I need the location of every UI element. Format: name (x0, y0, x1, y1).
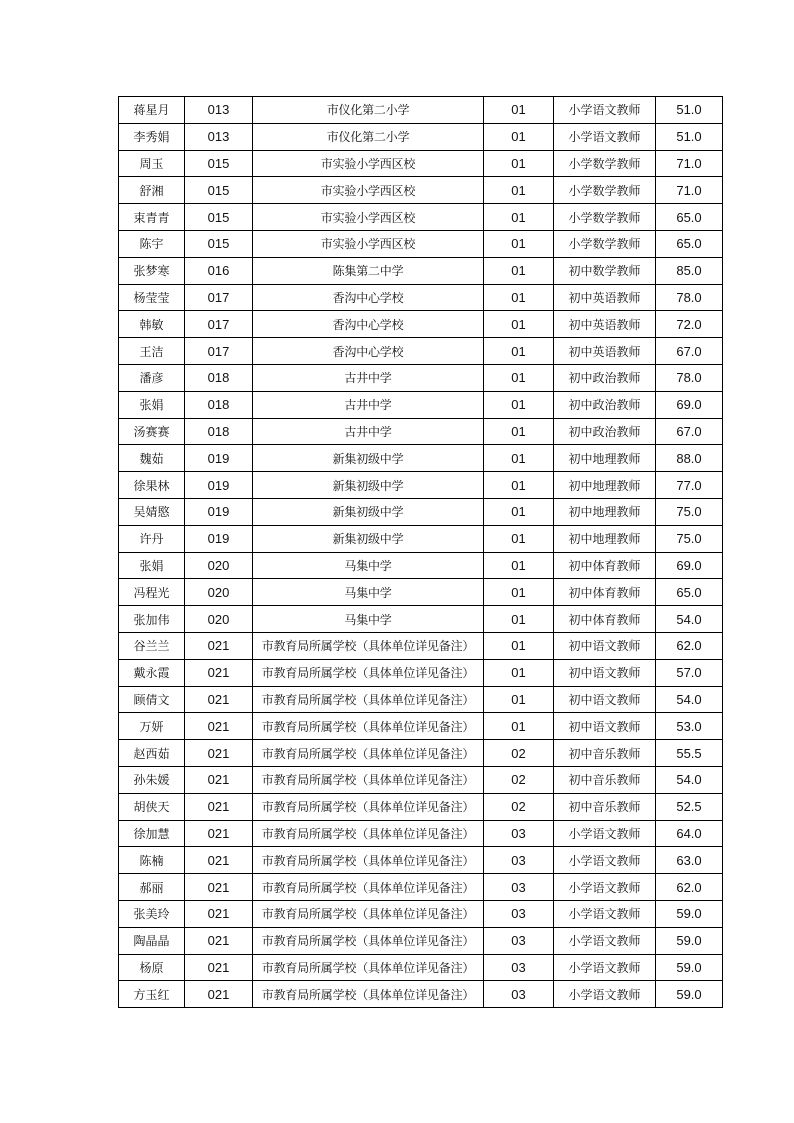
unit-code-cell: 015 (185, 204, 253, 231)
table-row (119, 713, 723, 740)
recruiting-unit-cell: 市仪化第二小学 (253, 123, 484, 150)
position-name-cell: 初中音乐教师 (554, 740, 656, 767)
table-row (119, 177, 723, 204)
post-code-cell: 03 (484, 874, 554, 901)
post-code-cell: 01 (484, 97, 554, 124)
unit-code-cell: 017 (185, 284, 253, 311)
recruiting-unit-cell: 市实验小学西区校 (253, 177, 484, 204)
unit-code-cell: 019 (185, 525, 253, 552)
candidate-name-cell: 陶晶晶 (119, 927, 185, 954)
table-row (119, 498, 723, 525)
post-code-cell: 01 (484, 257, 554, 284)
table-row (119, 579, 723, 606)
unit-code-cell: 021 (185, 659, 253, 686)
candidate-name-cell: 韩敏 (119, 311, 185, 338)
score-cell: 64.0 (656, 820, 723, 847)
recruiting-unit-cell: 市教育局所属学校（具体单位详见备注） (253, 874, 484, 901)
unit-code-cell: 021 (185, 632, 253, 659)
unit-code-cell: 021 (185, 927, 253, 954)
candidate-name-cell: 张美玲 (119, 900, 185, 927)
position-name-cell: 初中音乐教师 (554, 793, 656, 820)
position-name-cell: 初中政治教师 (554, 418, 656, 445)
post-code-cell: 01 (484, 525, 554, 552)
unit-code-cell: 020 (185, 552, 253, 579)
table-row (119, 552, 723, 579)
candidate-name-cell: 张娟 (119, 552, 185, 579)
table-row (119, 150, 723, 177)
table-row (119, 418, 723, 445)
unit-code-cell: 020 (185, 579, 253, 606)
position-name-cell: 小学语文教师 (554, 954, 656, 981)
unit-code-cell: 021 (185, 740, 253, 767)
score-cell: 54.0 (656, 606, 723, 633)
recruiting-unit-cell: 市教育局所属学校（具体单位详见备注） (253, 793, 484, 820)
recruiting-unit-cell: 新集初级中学 (253, 498, 484, 525)
post-code-cell: 02 (484, 766, 554, 793)
unit-code-cell: 021 (185, 713, 253, 740)
table-row (119, 445, 723, 472)
table-row (119, 793, 723, 820)
recruiting-unit-cell: 市教育局所属学校（具体单位详见备注） (253, 766, 484, 793)
table-row (119, 284, 723, 311)
unit-code-cell: 021 (185, 981, 253, 1008)
recruiting-unit-cell: 市教育局所属学校（具体单位详见备注） (253, 659, 484, 686)
candidate-name-cell: 周玉 (119, 150, 185, 177)
results-table (118, 96, 723, 1008)
candidate-name-cell: 赵西茹 (119, 740, 185, 767)
unit-code-cell: 013 (185, 97, 253, 124)
position-name-cell: 小学语文教师 (554, 123, 656, 150)
unit-code-cell: 019 (185, 445, 253, 472)
candidate-name-cell: 王洁 (119, 338, 185, 365)
score-cell: 62.0 (656, 874, 723, 901)
score-cell: 65.0 (656, 204, 723, 231)
table-row (119, 391, 723, 418)
unit-code-cell: 021 (185, 954, 253, 981)
candidate-name-cell: 徐果林 (119, 472, 185, 499)
post-code-cell: 01 (484, 391, 554, 418)
score-cell: 78.0 (656, 364, 723, 391)
position-name-cell: 初中英语教师 (554, 284, 656, 311)
post-code-cell: 01 (484, 177, 554, 204)
candidate-name-cell: 许丹 (119, 525, 185, 552)
post-code-cell: 01 (484, 606, 554, 633)
candidate-name-cell: 舒湘 (119, 177, 185, 204)
table-row (119, 927, 723, 954)
candidate-name-cell: 万妍 (119, 713, 185, 740)
position-name-cell: 小学语文教师 (554, 97, 656, 124)
position-name-cell: 小学语文教师 (554, 820, 656, 847)
table-row (119, 740, 723, 767)
recruiting-unit-cell: 香沟中心学校 (253, 311, 484, 338)
candidate-name-cell: 徐加慧 (119, 820, 185, 847)
unit-code-cell: 015 (185, 177, 253, 204)
candidate-name-cell: 张加伟 (119, 606, 185, 633)
candidate-name-cell: 胡侠天 (119, 793, 185, 820)
score-cell: 67.0 (656, 418, 723, 445)
post-code-cell: 03 (484, 820, 554, 847)
candidate-name-cell: 孙朱媛 (119, 766, 185, 793)
recruiting-unit-cell: 市教育局所属学校（具体单位详见备注） (253, 954, 484, 981)
score-cell: 72.0 (656, 311, 723, 338)
table-row (119, 364, 723, 391)
table-row (119, 954, 723, 981)
post-code-cell: 01 (484, 445, 554, 472)
position-name-cell: 初中音乐教师 (554, 766, 656, 793)
table-row (119, 338, 723, 365)
recruiting-unit-cell: 马集中学 (253, 606, 484, 633)
table-row (119, 204, 723, 231)
score-cell: 59.0 (656, 954, 723, 981)
score-cell: 53.0 (656, 713, 723, 740)
unit-code-cell: 021 (185, 900, 253, 927)
position-name-cell: 初中地理教师 (554, 498, 656, 525)
table-row (119, 230, 723, 257)
recruiting-unit-cell: 市实验小学西区校 (253, 230, 484, 257)
post-code-cell: 01 (484, 713, 554, 740)
post-code-cell: 01 (484, 284, 554, 311)
post-code-cell: 01 (484, 579, 554, 606)
unit-code-cell: 021 (185, 793, 253, 820)
candidate-name-cell: 顾倩文 (119, 686, 185, 713)
post-code-cell: 01 (484, 311, 554, 338)
recruiting-unit-cell: 市教育局所属学校（具体单位详见备注） (253, 740, 484, 767)
candidate-name-cell: 张梦寒 (119, 257, 185, 284)
candidate-name-cell: 郝丽 (119, 874, 185, 901)
score-cell: 51.0 (656, 123, 723, 150)
post-code-cell: 01 (484, 472, 554, 499)
post-code-cell: 02 (484, 740, 554, 767)
position-name-cell: 初中地理教师 (554, 525, 656, 552)
recruiting-unit-cell: 新集初级中学 (253, 445, 484, 472)
position-name-cell: 初中语文教师 (554, 659, 656, 686)
score-cell: 52.5 (656, 793, 723, 820)
table-row (119, 606, 723, 633)
post-code-cell: 03 (484, 927, 554, 954)
recruiting-unit-cell: 古井中学 (253, 364, 484, 391)
post-code-cell: 01 (484, 364, 554, 391)
unit-code-cell: 021 (185, 766, 253, 793)
unit-code-cell: 015 (185, 230, 253, 257)
position-name-cell: 初中英语教师 (554, 338, 656, 365)
position-name-cell: 初中数学教师 (554, 257, 656, 284)
score-cell: 65.0 (656, 230, 723, 257)
candidate-name-cell: 束青青 (119, 204, 185, 231)
recruiting-unit-cell: 香沟中心学校 (253, 338, 484, 365)
position-name-cell: 初中语文教师 (554, 686, 656, 713)
score-cell: 54.0 (656, 686, 723, 713)
position-name-cell: 小学数学教师 (554, 177, 656, 204)
post-code-cell: 01 (484, 123, 554, 150)
score-cell: 75.0 (656, 498, 723, 525)
score-cell: 59.0 (656, 981, 723, 1008)
recruiting-unit-cell: 市教育局所属学校（具体单位详见备注） (253, 847, 484, 874)
position-name-cell: 初中英语教师 (554, 311, 656, 338)
candidate-name-cell: 杨莹莹 (119, 284, 185, 311)
score-cell: 75.0 (656, 525, 723, 552)
recruiting-unit-cell: 马集中学 (253, 552, 484, 579)
position-name-cell: 初中政治教师 (554, 364, 656, 391)
recruiting-unit-cell: 新集初级中学 (253, 472, 484, 499)
unit-code-cell: 015 (185, 150, 253, 177)
post-code-cell: 01 (484, 204, 554, 231)
post-code-cell: 01 (484, 686, 554, 713)
position-name-cell: 小学数学教师 (554, 204, 656, 231)
table-row (119, 820, 723, 847)
unit-code-cell: 021 (185, 847, 253, 874)
score-cell: 63.0 (656, 847, 723, 874)
recruiting-unit-cell: 古井中学 (253, 418, 484, 445)
post-code-cell: 03 (484, 900, 554, 927)
score-cell: 59.0 (656, 927, 723, 954)
table-row (119, 766, 723, 793)
unit-code-cell: 020 (185, 606, 253, 633)
post-code-cell: 01 (484, 150, 554, 177)
post-code-cell: 03 (484, 981, 554, 1008)
candidate-name-cell: 李秀娟 (119, 123, 185, 150)
recruiting-unit-cell: 古井中学 (253, 391, 484, 418)
candidate-name-cell: 蒋星月 (119, 97, 185, 124)
table-row (119, 525, 723, 552)
table-row (119, 97, 723, 124)
unit-code-cell: 016 (185, 257, 253, 284)
post-code-cell: 02 (484, 793, 554, 820)
score-cell: 65.0 (656, 579, 723, 606)
post-code-cell: 01 (484, 552, 554, 579)
position-name-cell: 小学语文教师 (554, 900, 656, 927)
candidate-name-cell: 戴永霞 (119, 659, 185, 686)
table-row (119, 847, 723, 874)
unit-code-cell: 017 (185, 311, 253, 338)
score-cell: 59.0 (656, 900, 723, 927)
position-name-cell: 初中体育教师 (554, 579, 656, 606)
score-cell: 78.0 (656, 284, 723, 311)
position-name-cell: 初中地理教师 (554, 445, 656, 472)
score-cell: 69.0 (656, 552, 723, 579)
table-row (119, 874, 723, 901)
table-row (119, 257, 723, 284)
candidate-name-cell: 陈楠 (119, 847, 185, 874)
score-cell: 77.0 (656, 472, 723, 499)
recruiting-unit-cell: 香沟中心学校 (253, 284, 484, 311)
post-code-cell: 03 (484, 954, 554, 981)
table-row (119, 686, 723, 713)
unit-code-cell: 017 (185, 338, 253, 365)
post-code-cell: 01 (484, 338, 554, 365)
position-name-cell: 初中语文教师 (554, 632, 656, 659)
unit-code-cell: 013 (185, 123, 253, 150)
unit-code-cell: 018 (185, 364, 253, 391)
table-row (119, 900, 723, 927)
score-cell: 85.0 (656, 257, 723, 284)
score-cell: 55.5 (656, 740, 723, 767)
unit-code-cell: 021 (185, 686, 253, 713)
score-cell: 51.0 (656, 97, 723, 124)
recruiting-unit-cell: 市仪化第二小学 (253, 97, 484, 124)
recruiting-unit-cell: 马集中学 (253, 579, 484, 606)
recruiting-unit-cell: 市实验小学西区校 (253, 150, 484, 177)
candidate-name-cell: 杨原 (119, 954, 185, 981)
position-name-cell: 初中语文教师 (554, 713, 656, 740)
post-code-cell: 01 (484, 659, 554, 686)
position-name-cell: 初中政治教师 (554, 391, 656, 418)
table-row (119, 632, 723, 659)
post-code-cell: 01 (484, 230, 554, 257)
recruiting-unit-cell: 市教育局所属学校（具体单位详见备注） (253, 981, 484, 1008)
unit-code-cell: 021 (185, 820, 253, 847)
position-name-cell: 小学语文教师 (554, 874, 656, 901)
score-cell: 54.0 (656, 766, 723, 793)
recruiting-unit-cell: 市教育局所属学校（具体单位详见备注） (253, 632, 484, 659)
candidate-name-cell: 张娟 (119, 391, 185, 418)
unit-code-cell: 019 (185, 472, 253, 499)
score-cell: 69.0 (656, 391, 723, 418)
score-cell: 67.0 (656, 338, 723, 365)
recruiting-unit-cell: 市教育局所属学校（具体单位详见备注） (253, 820, 484, 847)
position-name-cell: 初中体育教师 (554, 552, 656, 579)
candidate-name-cell: 谷兰兰 (119, 632, 185, 659)
unit-code-cell: 018 (185, 418, 253, 445)
position-name-cell: 小学语文教师 (554, 847, 656, 874)
position-name-cell: 小学语文教师 (554, 981, 656, 1008)
score-cell: 71.0 (656, 150, 723, 177)
position-name-cell: 初中地理教师 (554, 472, 656, 499)
score-cell: 71.0 (656, 177, 723, 204)
candidate-name-cell: 魏茹 (119, 445, 185, 472)
position-name-cell: 初中体育教师 (554, 606, 656, 633)
results-table-body (119, 97, 723, 1008)
score-cell: 57.0 (656, 659, 723, 686)
score-cell: 62.0 (656, 632, 723, 659)
candidate-name-cell: 方玉红 (119, 981, 185, 1008)
post-code-cell: 01 (484, 418, 554, 445)
candidate-name-cell: 吴婧愍 (119, 498, 185, 525)
candidate-name-cell: 陈宇 (119, 230, 185, 257)
unit-code-cell: 021 (185, 874, 253, 901)
table-row (119, 981, 723, 1008)
candidate-name-cell: 冯程光 (119, 579, 185, 606)
unit-code-cell: 018 (185, 391, 253, 418)
post-code-cell: 01 (484, 498, 554, 525)
unit-code-cell: 019 (185, 498, 253, 525)
recruiting-unit-cell: 市教育局所属学校（具体单位详见备注） (253, 900, 484, 927)
position-name-cell: 小学语文教师 (554, 927, 656, 954)
table-row (119, 311, 723, 338)
recruiting-unit-cell: 陈集第二中学 (253, 257, 484, 284)
position-name-cell: 小学数学教师 (554, 230, 656, 257)
score-cell: 88.0 (656, 445, 723, 472)
candidate-name-cell: 汤赛赛 (119, 418, 185, 445)
post-code-cell: 03 (484, 847, 554, 874)
recruiting-unit-cell: 市教育局所属学校（具体单位详见备注） (253, 927, 484, 954)
table-row (119, 472, 723, 499)
recruiting-unit-cell: 市教育局所属学校（具体单位详见备注） (253, 686, 484, 713)
recruiting-unit-cell: 新集初级中学 (253, 525, 484, 552)
post-code-cell: 01 (484, 632, 554, 659)
table-row (119, 123, 723, 150)
position-name-cell: 小学数学教师 (554, 150, 656, 177)
candidate-name-cell: 潘彦 (119, 364, 185, 391)
recruiting-unit-cell: 市实验小学西区校 (253, 204, 484, 231)
table-row (119, 659, 723, 686)
recruiting-unit-cell: 市教育局所属学校（具体单位详见备注） (253, 713, 484, 740)
